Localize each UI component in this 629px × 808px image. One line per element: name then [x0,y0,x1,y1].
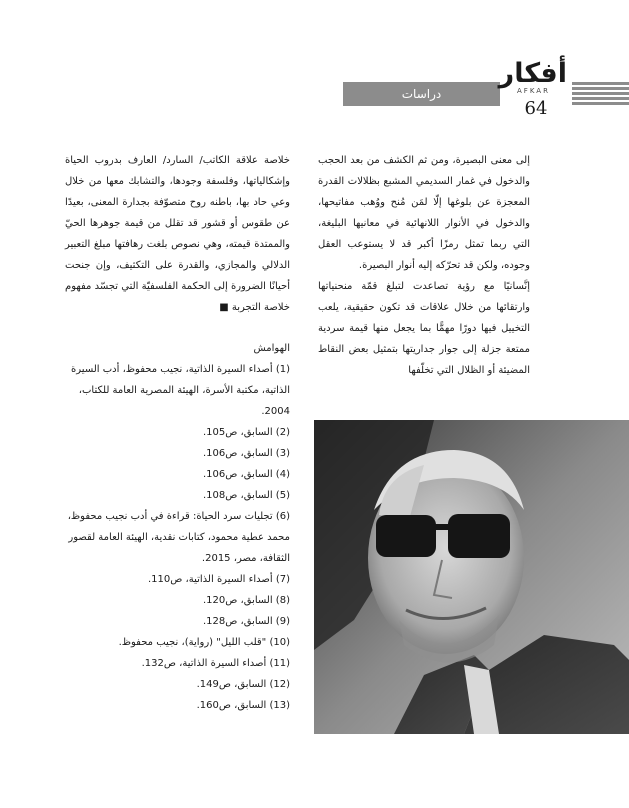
footnote-item: (9) السابق، ص128. [202,616,290,627]
section-label: دراسات [401,87,442,101]
footnote-item: (3) السابق، ص106. [202,448,290,459]
page-number: 64 [524,98,548,119]
footnote-item: (13) السابق، ص160. [196,700,290,711]
footnote-item: (10) "قلب الليل" (رواية)، نجيب محفوظ. [118,637,290,648]
logo-arabic-text: أفكار [498,58,567,89]
footnote-item: (4) السابق، ص106. [202,469,290,480]
footnote-item: (6) تجليات سرد الحياة: قراءة في أدب نجيب محفوظ، محمد عطية محمود، كتابات نقدية، الهيئة العامة لقصور الثقافة، مصر، 2015. [67,511,290,564]
magazine-logo [498,58,567,96]
footnote-item: (2) السابق، ص105. [202,427,290,438]
footnote-item: (8) السابق، ص120. [202,595,290,606]
right-text-column [318,150,530,381]
body-paragraph: إلى معنى البصيرة، ومن ثم الكشف من بعد الحجب والدخول في غمار السديمي المشبع بظلالات القدرة المعجزة عن بلوغها إلّا لمَن مُنح ووُهب مفاتيحها، والدخول في الأنوار اللانهائية في معانيها البليغة، التي ربما تمثل رمزًا أكبر قد لا يستوعب العقل وجوده، ولكن قد تحرّكه إليه أنوار البصيرة. [318,155,530,271]
footnote-item: (5) السابق، ص108. [202,490,290,501]
footnote-item: (1) أصداء السيرة الذاتية، نجيب محفوظ، أدب السيرة الذاتية، مكتبة الأسرة، الهيئة المصرية العامة للكتاب، 2004. [71,364,290,417]
logo-latin-text: AFKAR [517,87,550,95]
logo-stripes-decoration [572,82,629,110]
body-paragraph: خلاصة علاقة الكاتب/ السارد/ العارف بدروب الحياة وإشكالياتها، وفلسفة وجودها، والتشابك معها من خلال وعي حاد بها، باطنه روح متصوّفة بجدارة المعنى، بعيدًا عن طقوس أو قشور قد تقلل من قيمة جوهرها الحيّ والممتدة قيمته، وهي نصوص بلغت رهافتها مبلغ التعبير الدلالي والمجازي، والقدرة على التكثيف، وإن جنحت أحيانًا الضرورة إلى الحكمة الفلسفيّة التي تجسّد مفهوم خلاصة التجربة ■ [65,155,290,313]
footnote-item: (7) أصداء السيرة الذاتية، ص110. [147,574,290,585]
author-portrait-photo [314,420,629,734]
footnotes-heading: الهوامش [253,343,290,354]
left-text-column [65,150,290,716]
footnote-item: (12) السابق، ص149. [196,679,290,690]
footnote-item: (11) أصداء السيرة الذاتية، ص132. [141,658,290,669]
body-paragraph: إنَّسانيًا مع رؤية تصاعدت لتبلغ قمّة منحنياتها وارتقائها من خلال علاقات قد تكون حقيقية، يلعب التخييل فيها دورًا مهمًّا بما يجعل منها قيمة سردية ممتعة جزلة إلى جوار جداريتها بتمثيل بعض النقاط المضيئة أو الظلال التي تخلّفها [318,281,530,376]
